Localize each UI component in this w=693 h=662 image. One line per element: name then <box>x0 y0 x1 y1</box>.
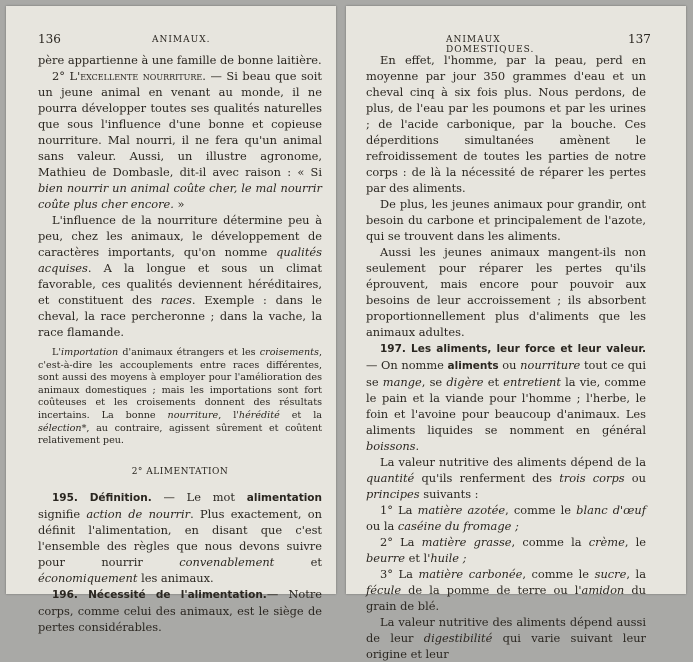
left-paragraph-3: L'influence de la nourriture détermine peu à peu, chez les animaux, le développement de caractères importants, qu'on nomme qualités acquises. A la longue et sous un climat favorable, ces qualités deviennent héréditaires, et constituent des races. Exemple : dans le cheval, la race percheronne ; dans la vache, la race flamande. <box>38 213 322 339</box>
list-item-2: 2° La matière grasse, comme la crème, le beurre et l'huile ; <box>366 535 646 565</box>
right-paragraph-5: La valeur nutritive des aliments dépend de la quantité qu'ils renferment des trois corps ou principes suivants : <box>366 455 646 501</box>
list-item-1: 1° La matière azotée, comme le blanc d'œuf ou la caséine du fromage ; <box>366 503 646 533</box>
left-paragraph-2: 2° L'excellente nourriture. — Si beau que soit un jeune animal en venant au monde, il ne pourra développer toutes ses qualités naturelles que sous l'influence d'une bonne et copieuse nourriture. Mal nourri, il ne fera qu'un animal sans valeur. Aussi, un illustre agronome, Mathieu de Dombasle, dit-il avec raison : « Si bien nourrir un animal coûte cher, le mal nourrir coûte plus cher encore. » <box>38 69 322 211</box>
section-196: 196. Nécessité de l'alimentation.— Notre corps, comme celui des animaux, est le siège de pertes considérables. <box>38 586 323 634</box>
section-197: 197. Les aliments, leur force et leur valeur. — On nomme aliments ou nourriture tout ce qui se mange, se digère et entretient la vie, comme le pain et la viande pour l'homme ; l'herbe, le foin et l'avoine pour beaucoup d'animaux. Les aliments liquides se nomment en général boissons. <box>366 343 647 453</box>
right-running-head: ANIMAUX DOMESTIQUES. <box>446 35 535 55</box>
section-195: 195. Définition. — Le mot alimentation signifie action de nourrir. Plus exactement, on définit l'alimentation, en disant que c'est l'ensemble des règles que nous devons suivre pour nourrir convenablement et économiquement les animaux. <box>38 489 322 585</box>
left-paragraph-1: père appartienne à une famille de bonne laitière. <box>38 53 322 67</box>
left-page-number: 136 <box>38 32 61 46</box>
left-page <box>6 6 336 634</box>
right-body <box>366 52 646 662</box>
right-paragraph-6: La valeur nutritive des aliments dépend aussi de leur digestibilité qui varie suivant leur origine et leur <box>366 615 646 661</box>
right-paragraph-2: De plus, les jeunes animaux pour grandir, ont besoin du carbone et principalement de l'azote, qui se trouvent dans les aliments. <box>366 197 646 243</box>
section-title-alimentation: 2° ALIMENTATION <box>131 466 229 477</box>
left-running-head: ANIMAUX. <box>152 35 211 45</box>
list-item-3: 3° La matière carbonée, comme le sucre, la fécule de la pomme de terre ou l'amidon du grain de blé. <box>366 567 646 613</box>
left-note: L'importation d'animaux étrangers et les croisements, c'est-à-dire les accouplements entre races différentes, sont aussi des moyens à employer pour l'amélioration des animaux domestiques ; mais les importations sont fort coûteuses et les croisements donnent des résultats incertains. La bonne nourriture, l'hérédité et la sélection*, au contraire, agissent sûrement et coûtent relativement peu. <box>38 347 322 447</box>
left-body <box>38 52 322 635</box>
right-page-number: 137 <box>628 32 651 46</box>
right-paragraph-1: En effet, l'homme, par la peau, perd en moyenne par jour 350 grammes d'eau et un cheval cinq à six fois plus. Nous perdons, de plus, de l'eau par les poumons et par les urines ; de l'acide carbonique, par la bouche. Ces déperditions simultanées amènent le refroidissement de toutes les parties de notre corps : de là la nécessité de réparer les pertes par des aliments. <box>366 53 646 195</box>
right-paragraph-3: Aussi les jeunes animaux mangent-ils non seulement pour réparer les pertes qu'ils éprouvent, mais encore pour pouvoir aux besoins de leur accroissement ; ils absorbent proportionnellement plus d'aliments que les animaux adultes. <box>366 245 646 339</box>
right-page <box>346 6 686 661</box>
